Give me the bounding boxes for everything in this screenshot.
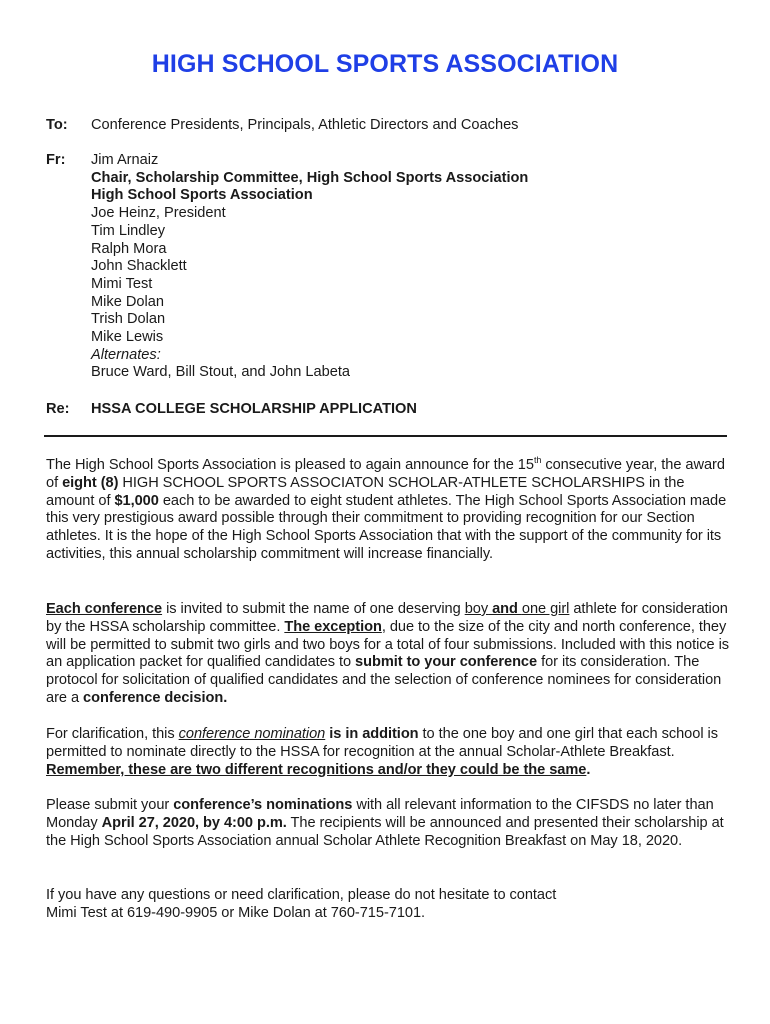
text: , due to the size of the city and north conference, they will be permitted to submit two girls and two boys for a total of four submissions. Included with this notice is an application packet for qualified candidates to <box>46 618 730 671</box>
text-bold: is in addition <box>329 726 419 742</box>
text-underline: one girl <box>521 601 570 617</box>
from-title: Chair, Scholarship Committee, High School Sports Association <box>91 169 529 186</box>
from-label: Fr: <box>46 152 66 168</box>
member: Mike Lewis <box>91 329 164 346</box>
from-block <box>91 152 528 382</box>
from-org: High School Sports Association <box>91 187 313 204</box>
paragraph-announcement <box>46 457 736 564</box>
paragraph-contact <box>46 887 736 923</box>
member: Joe Heinz, President <box>91 205 226 222</box>
member: Mimi Test <box>91 275 153 292</box>
paragraph-clarification <box>46 726 736 779</box>
text-bold-underline: The exception <box>284 618 382 635</box>
superscript: th <box>533 455 542 466</box>
to-label: To: <box>46 117 68 133</box>
alternates-label: Alternates: <box>91 346 161 363</box>
member: John Shacklett <box>91 258 187 275</box>
member: Mike Dolan <box>91 293 164 310</box>
text: The High School Sports Association is pleased to again announce for the 15 <box>46 457 534 473</box>
paragraph-submission <box>46 797 736 850</box>
text-bold-underline: Each conference <box>46 601 163 617</box>
text: consecutive year, the award of <box>46 457 725 491</box>
text-italic-underline: conference nomination <box>178 726 326 742</box>
text: each to be awarded to eight student athletes. The High School Sports Association made this very prestigious award possible through their commitment to providing recognition for our Section athletes. It is the hope of the High School Sports Association that with the support of the community for its activities, this annual scholarship commitment will increase financially. <box>46 492 727 562</box>
text-bold: April 27, 2020, by 4:00 p.m. <box>101 814 287 831</box>
to-value: Conference Presidents, Principals, Athletic Directors and Coaches <box>91 117 519 133</box>
text: to the one boy and one girl that each school is permitted to nominate directly to the HSSA for recognition at the annual Scholar-Athlete Breakfast. <box>46 726 718 760</box>
text: for its consideration. The protocol for solicitation of qualified candidates and the selection of conference nominees for consideration are a <box>46 654 722 706</box>
paragraph-conference <box>46 601 736 708</box>
text: For clarification, this <box>46 726 179 742</box>
member: Tim Lindley <box>91 222 166 239</box>
re-label: Re: <box>46 401 70 417</box>
text: Please submit your <box>46 797 174 813</box>
header-divider <box>44 435 727 437</box>
text-underline: boy <box>464 601 489 617</box>
text: athlete for consideration by the HSSA scholarship committee. <box>46 601 728 635</box>
member: Trish Dolan <box>91 311 166 328</box>
contact-phones: Mimi Test at 619-490-9905 or Mike Dolan at 760-715-7101. <box>46 904 426 921</box>
from-name: Jim Arnaiz <box>91 152 159 168</box>
text: with all relevant information to the CIFSDS no later than Monday <box>46 797 714 831</box>
text-bold: $1,000 <box>114 492 159 509</box>
contact-line: If you have any questions or need clarification, please do not hesitate to contact <box>46 887 557 903</box>
text-bold: submit to your conference <box>355 654 538 671</box>
text-bold: eight (8) <box>62 474 119 491</box>
document-title: HIGH SCHOOL SPORTS ASSOCIATION <box>151 50 619 78</box>
text-bold: conference’s nominations <box>173 797 353 813</box>
text: HIGH SCHOOL SPORTS ASSOCIATON SCHOLAR-ATHLETE SCHOLARSHIPS in the amount of <box>46 474 685 509</box>
text-bold: conference decision. <box>83 689 228 706</box>
text-bold-underline: Remember, these are two different recognitions and/or they could be the same <box>46 761 587 778</box>
text-bold: . <box>586 761 591 778</box>
re-value: HSSA COLLEGE SCHOLARSHIP APPLICATION <box>91 401 417 417</box>
member: Ralph Mora <box>91 240 167 257</box>
text-bold-underline: and <box>488 601 522 617</box>
alternates-list: Bruce Ward, Bill Stout, and John Labeta <box>91 364 351 381</box>
text: The recipients will be announced and presented their scholarship at the High School Sports Association annual Scholar Athlete Recognition Breakfast on May 18, 2020. <box>46 814 724 849</box>
text: is invited to submit the name of one deserving <box>162 601 465 617</box>
